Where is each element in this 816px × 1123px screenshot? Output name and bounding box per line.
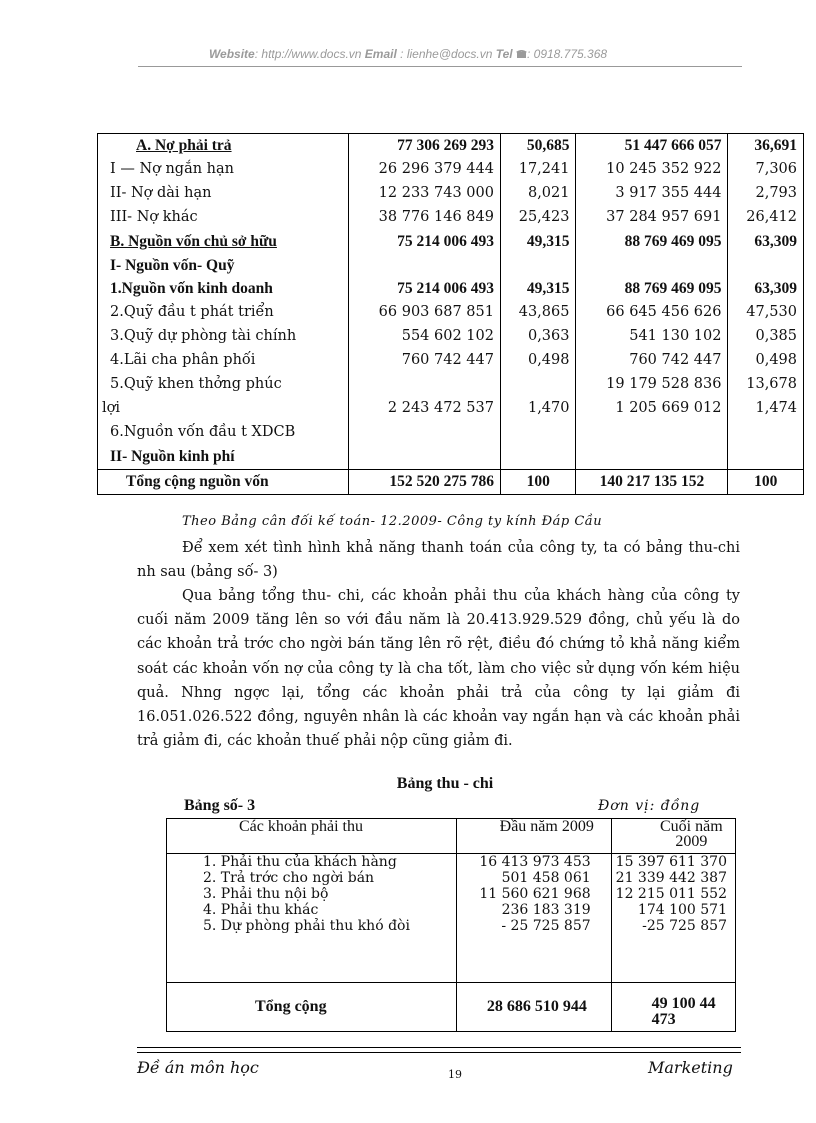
list-item: 2. Trả trớc cho ngời bán: [203, 870, 375, 886]
table-cell: 47,530: [728, 301, 804, 325]
table-cell: [349, 373, 501, 397]
item-list: [203, 854, 452, 934]
table-cell: 760 742 447: [576, 349, 728, 373]
receivables-table-unit: Đơn vị: đồng: [598, 798, 701, 814]
row-label: 5.Quỹ khen thởng phúc: [98, 373, 349, 397]
footer-divider: [137, 1047, 741, 1048]
phone-icon: [516, 49, 527, 59]
table-cell: 51 447 666 057: [576, 134, 728, 158]
table-cell: 26 296 379 444: [349, 158, 501, 182]
table-cell: 38 776 146 849: [349, 206, 501, 230]
total-cell: 140 217 135 152: [576, 469, 728, 494]
table-cell: 3 917 355 444: [576, 182, 728, 206]
table-cell: [576, 421, 728, 445]
table-cell: 15 397 611 370: [615, 854, 727, 870]
table-cell: 17,241: [500, 158, 576, 182]
table-cell: 2 243 472 537: [349, 397, 501, 421]
table-header-row: [167, 819, 736, 854]
total-end: 49 100 44 473: [611, 983, 735, 1032]
table-cell: 50,685: [500, 134, 576, 158]
footer-right: Marketing: [648, 1058, 733, 1077]
table-cell: 0,498: [500, 349, 576, 373]
table-cell: 26,412: [728, 206, 804, 230]
page-header: [0, 47, 816, 61]
table-cell: -25 725 857: [642, 918, 727, 934]
table-cell: [728, 445, 804, 469]
table-cell: 0,363: [500, 325, 576, 349]
row-label: B. Nguồn vốn chủ sở hữu: [98, 230, 349, 254]
table-cell: 541 130 102: [576, 325, 728, 349]
table-row: [98, 230, 804, 254]
table-cell: 0,385: [728, 325, 804, 349]
paragraph-intro: Để xem xét tình hình khả năng thanh toán của công ty, ta có bảng thu-chi nh sau (bảng số- 3): [137, 540, 740, 581]
table-row: [98, 182, 804, 206]
email-address[interactable]: : lienhe@docs.vn: [400, 47, 493, 61]
receivables-table-number: Bảng số- 3: [184, 797, 256, 814]
row-label: 2.Quỹ đầu t phát triển: [98, 301, 349, 325]
table-cell: [349, 445, 501, 469]
table-cell: 25,423: [500, 206, 576, 230]
table-row: [98, 445, 804, 469]
total-start: 28 686 510 944: [456, 983, 611, 1032]
table-cell: 236 183 319: [501, 902, 591, 918]
row-label: A. Nợ phải trả: [98, 134, 349, 158]
table-cell: [728, 254, 804, 278]
table-cell: 43,865: [500, 301, 576, 325]
table-cell: 1,474: [728, 397, 804, 421]
table-cell: 1,470: [500, 397, 576, 421]
table-cell: 8,021: [500, 182, 576, 206]
table-cell: [349, 421, 501, 445]
row-label: I- Nguồn vốn- Quỹ: [98, 254, 349, 278]
table-cell: [728, 421, 804, 445]
table-cell: 13,678: [728, 373, 804, 397]
start-values: [456, 854, 611, 983]
table-cell: 75 214 006 493: [349, 277, 501, 301]
list-item: 3. Phải thu nội bộ: [203, 886, 329, 902]
list-item: 1. Phải thu của khách hàng: [203, 854, 397, 870]
table-cell: 501 458 061: [501, 870, 591, 886]
receivables-table: [166, 818, 736, 1032]
receivables-table-title: Bảng thu - chi: [396, 775, 494, 792]
table-cell: 75 214 006 493: [349, 230, 501, 254]
table-cell: 63,309: [728, 277, 804, 301]
table-cell: 554 602 102: [349, 325, 501, 349]
table-cell: 49,315: [500, 230, 576, 254]
table-cell: - 25 725 857: [501, 918, 591, 934]
table-body-row: [167, 854, 736, 983]
tel-number: : 0918.775.368: [526, 47, 608, 61]
table-row: [98, 277, 804, 301]
total-cell: 152 520 275 786: [349, 469, 501, 494]
table-row: [98, 397, 804, 421]
table-cell: [500, 445, 576, 469]
end-values: [611, 854, 735, 983]
table-cell: 36,691: [728, 134, 804, 158]
total-cell: 100: [500, 469, 576, 494]
table-cell: 1 205 669 012: [576, 397, 728, 421]
row-label: 4.Lãi cha phân phối: [98, 349, 349, 373]
table-cell: 16 413 973 453: [479, 854, 591, 870]
row-label: 1.Nguồn vốn kinh doanh: [98, 277, 349, 301]
footer-divider-2: [137, 1052, 741, 1053]
table-cell: 49,315: [500, 277, 576, 301]
row-label: III- Nợ khác: [98, 206, 349, 230]
table-cell: [349, 254, 501, 278]
table-row: [98, 301, 804, 325]
table-cell: 12 233 743 000: [349, 182, 501, 206]
table-cell: 760 742 447: [349, 349, 501, 373]
email-label: Email: [364, 47, 397, 61]
table-row: [98, 158, 804, 182]
table-cell: 88 769 469 095: [576, 277, 728, 301]
row-label: II- Nợ dài hạn: [98, 182, 349, 206]
table-cell: 11 560 621 968: [479, 886, 591, 902]
table-cell: 0,498: [728, 349, 804, 373]
website-url[interactable]: : http://www.docs.vn: [254, 47, 362, 61]
row-label: I — Nợ ngắn hạn: [98, 158, 349, 182]
header-end-year: Cuối năm 2009: [611, 819, 735, 854]
table-total-row: [167, 983, 736, 1032]
table-cell: [500, 254, 576, 278]
paragraph-analysis: Qua bảng tổng thu- chi, các khoản phải thu của khách hàng của công ty cuối năm 2009 tăng lên so với đầu năm là 20.413.929.529 đồng, chủ yếu là do các khoản trả trớc cho ngời bán tăng lên rõ rệt, điều đó chứng tỏ khả năng kiểm soát các khoản vốn nợ của công ty là cha tốt, làm cho việc sử dụng vốn kém hiệu quả. Nhng ngợc lại, tổng các khoản phải trả của công ty lại giảm đi 16.051.026.522 đồng, nguyên nhân là các khoản vay ngắn hạn và các khoản phải trả giảm đi, các khoản thuế phải nộp cũng giảm đi.: [137, 588, 740, 750]
total-cell: 100: [728, 469, 804, 494]
header-divider: [138, 66, 742, 67]
table-cell: 7,306: [728, 158, 804, 182]
tel-label: Tel: [495, 47, 513, 61]
table-row: [98, 325, 804, 349]
page-number: 19: [448, 1068, 462, 1081]
table-row: [98, 254, 804, 278]
table-cell: 19 179 528 836: [576, 373, 728, 397]
table-cell: 77 306 269 293: [349, 134, 501, 158]
table-cell: 37 284 957 691: [576, 206, 728, 230]
table-cell: 10 245 352 922: [576, 158, 728, 182]
table-row: [98, 206, 804, 230]
table-cell: [576, 254, 728, 278]
row-label: 3.Quỹ dự phòng tài chính: [98, 325, 349, 349]
table-row: [98, 373, 804, 397]
table-cell: 66 645 456 626: [576, 301, 728, 325]
footer-left: Đề án môn học: [137, 1058, 259, 1077]
capital-sources-table: [97, 133, 804, 495]
table-row: [98, 349, 804, 373]
table-cell: 12 215 011 552: [615, 886, 727, 902]
header-receivables: Các khoản phải thu: [167, 819, 457, 854]
table-row: [98, 134, 804, 158]
row-label: lợi: [98, 397, 349, 421]
table-source-caption: Theo Bảng cân đối kế toán- 12.2009- Công ty kính Đáp Cầu: [182, 514, 603, 529]
total-label: Tổng cộng: [167, 983, 457, 1032]
table-cell: 63,309: [728, 230, 804, 254]
website-label: Website: [208, 47, 255, 61]
table-cell: 2,793: [728, 182, 804, 206]
table-cell: [500, 421, 576, 445]
table-cell: [500, 373, 576, 397]
header-start-year: Đầu năm 2009: [456, 819, 611, 854]
table-cell: 66 903 687 851: [349, 301, 501, 325]
table-row: [98, 421, 804, 445]
list-item: 5. Dự phòng phải thu khó đòi: [203, 918, 410, 934]
list-item: 4. Phải thu khác: [203, 902, 319, 918]
table-total-row: [98, 469, 804, 494]
receivable-items: [167, 854, 457, 983]
table-cell: [576, 445, 728, 469]
table-cell: 174 100 571: [637, 902, 727, 918]
row-label: 6.Nguồn vốn đầu t XDCB: [98, 421, 349, 445]
table-cell: 21 339 442 387: [615, 870, 727, 886]
table-cell: 88 769 469 095: [576, 230, 728, 254]
row-label: II- Nguồn kinh phí: [98, 445, 349, 469]
total-label: Tổng cộng nguồn vốn: [98, 469, 349, 494]
